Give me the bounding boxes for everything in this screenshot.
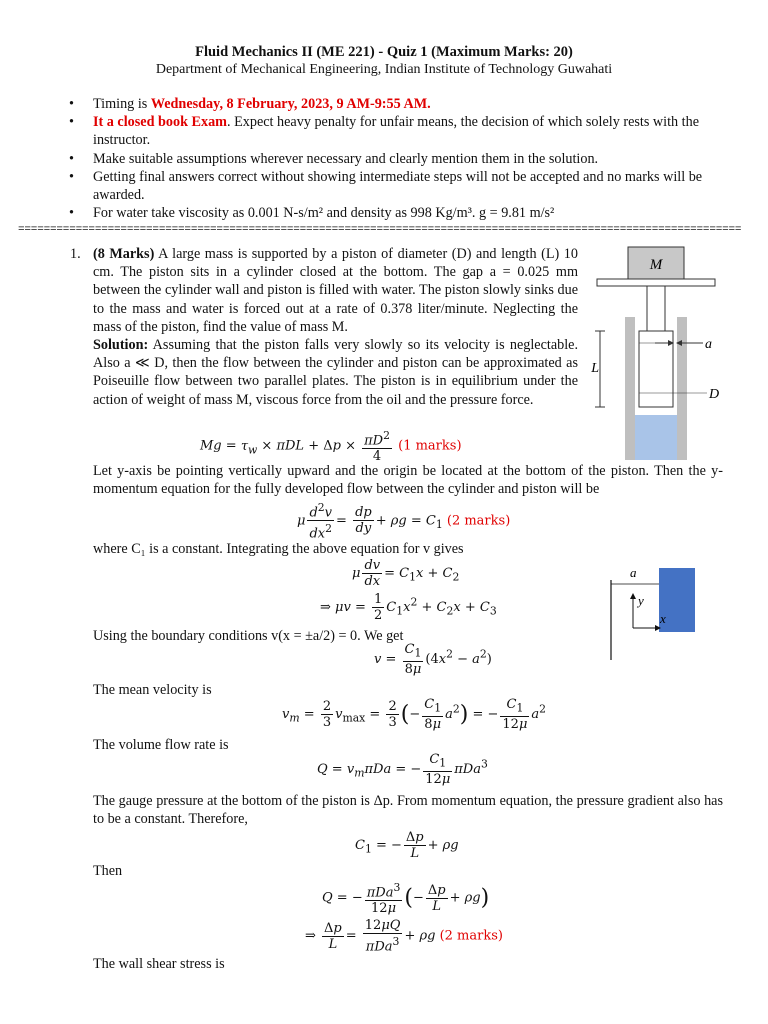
then-label: Then [93,863,123,879]
water-fill [635,415,677,460]
cylinder-wall-left [625,317,635,460]
second-integral-equation: ⇒ μv = $\frac{1}{2}$ $C_1x^2 + C_2x + C_3$ [320,592,497,623]
equation1-marks: (1 marks) [398,438,462,454]
question-statement: A large mass is supported by a piston of diameter (D) and length (L) 10 cm. The piston sits in a cylinder closed at the bottom. The gap a = 0.025 mm between the cylinder wall and piston is filled with water. The piston slowly sinks due to the mass and water is forced out at a rate of 0.378 liter/minute. Neglecting the mass of the piston, find the value of mass M. [93,246,578,335]
first-integral-equation: μ $\frac{dv}{dx}$ = $C_1x + C_2$ [352,558,460,589]
flow-substitution-equation: Q = − $\frac{\pi Da^3}{12\mu}$ (− $\frac{\Delta p}{L}$ + ρg) [322,881,490,917]
question-number: 1. [70,246,81,262]
instruction-closed-book [66,113,726,149]
gauge-pressure-paragraph: The gauge pressure at the bottom of the piston is Δp. From momentum equation, the pressure gradient also has to be a constant. Therefore, [93,793,723,828]
mass-label: M [649,257,663,273]
question-marks: (8 Marks) [93,246,155,262]
instruction-water-properties: • For water take viscosity as 0.001 N-s/m² and density as 998 Kg/m³. g = 9.81 m/s² [66,204,726,222]
piston-rod [647,286,665,331]
x-axis-label: x [660,611,666,626]
constant-equation: $C_1$ = − $\frac{\Delta p}{L}$ + ρg [355,830,459,861]
axis-paragraph: Let y-axis be pointing vertically upward and the origin be located at the bottom of the piston. Then the y-momentum equation for the fully developed flow between the cylinder and piston will be [93,463,723,498]
coordinate-figure [600,562,710,662]
diameter-label: D [709,387,720,402]
top-plate [597,279,715,286]
question-block [93,245,578,409]
closed-book-rest: . Expect heavy penalty for unfair means, the decision of which solely rests with the instructor. [93,114,700,149]
instruction-timing [66,95,726,113]
mean-velocity-equation: $v_m$ = $\frac{2}{3}$ $v_{max}$ = $\frac{2}{3}$ (− $\frac{C_1}{8\mu}$ $a^2$) = − $\frac{C_1}{12\mu}$ $a^2$ [282,697,547,732]
momentum-equation: μ $\frac{d^2v}{dx^2}$ = $\frac{dp}{dy}$ + $\rho g = C_1$ (2 marks) [297,501,511,542]
cylinder-wall-right [677,317,687,460]
solution-text: Assuming that the piston falls very slowly so its velocity is neglectable. Also a ≪ D, then the flow between the cylinder and piston can be approximated as Poiseuille flow between two parallel plates. The piston is in equilibrium under the action of weight of mass M, viscous force from the oil and the pressure force. [93,337,578,408]
flow-rate-equation: $Q = v_m\pi Da$ = − $\frac{C_1}{12\mu}$ πDa$^3$ [317,752,488,787]
equilibrium-equation: $Mg = \tau_w \times \pi DL + \Delta p$ × $\frac{\pi D^2}{4}$ (1 marks) [200,429,462,465]
piston-body [639,331,673,407]
y-axis-label: y [638,593,644,608]
separator-line: ================================================================================================================= [18,224,742,236]
closed-book-label: It a closed book Exam [93,114,228,131]
gap-label-2: a [630,565,637,580]
boundary-condition-paragraph: Using the boundary conditions v(x = ±a/2) = 0. We get [93,628,404,644]
equation2-marks: (2 marks) [446,513,511,529]
instruction-list [66,95,726,222]
instruction-final-answers: • Getting final answers correct without showing intermediate steps will not be accepted and no marks will be awarded. [66,168,726,204]
pressure-gradient-equation: ⇒ $\frac{\Delta p}{L}$ = $\frac{12\mu Q}{\pi Da^3}$ + ρg (2 marks) [305,918,503,955]
solution-label: Solution: [93,337,149,354]
piston-cylinder-figure [585,245,735,460]
timing-value: Wednesday, 8 February, 2023, 9 AM-9:55 AM. [150,96,431,112]
final-equation-marks: (2 marks) [439,928,503,944]
integration-paragraph: where C₁ is a constant. Integrating the above equation for v gives [93,541,464,557]
mean-velocity-paragraph: The mean velocity is [93,682,212,698]
gap-label: a [705,337,712,352]
department-line: Department of Mechanical Engineering, Indian Institute of Technology Guwahati [155,62,613,77]
timing-prefix: Timing is [93,96,151,112]
velocity-profile-equation: v = $\frac{C_1}{8\mu}$ $(4x^2 - a^2)$ [374,642,492,677]
shear-stress-paragraph: The wall shear stress is [93,956,225,972]
instruction-assumptions: • Make suitable assumptions wherever necessary and clearly mention them in the solution. [66,150,726,168]
length-label: L [591,361,599,376]
document-title: Fluid Mechanics II (ME 221) - Quiz 1 (Maximum Marks: 20) [195,44,573,60]
flow-rate-paragraph: The volume flow rate is [93,737,229,753]
